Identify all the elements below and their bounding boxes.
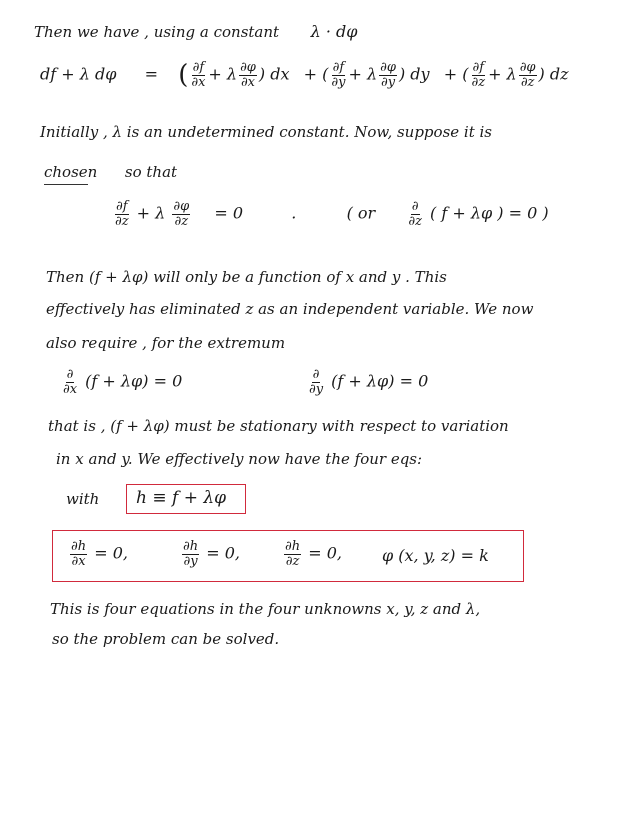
constraint-equation: φ (x, y, z) = k: [382, 546, 489, 565]
frac-dh-dz: $\frac{\partial h}{\partial z}$: [285, 539, 301, 569]
chosen-underline: [44, 184, 88, 185]
eq2-frac-dphidz: $\frac{\partial\varphi}{\partial z}$: [173, 199, 190, 229]
para1-line-a: Initially , λ is an undetermined constant. Now, suppose it is: [40, 123, 492, 141]
eq1-close-dx: ) dx: [258, 64, 290, 84]
eq1-frac-dfdy: $\frac{\partial f}{\partial y}$: [331, 59, 346, 90]
eq1-close-dy: ) dy: [398, 64, 430, 84]
eq2-equals-zero: = 0: [214, 203, 244, 223]
eq1-plus-lambda-y: + λ: [348, 64, 378, 84]
frac-dh-dx: $\frac{\partial h}{\partial x}$: [71, 539, 87, 569]
eq1-frac-dphidz: $\frac{\partial\varphi}{\partial z}$: [519, 59, 536, 90]
para2-line-c: also require , for the extremum: [46, 334, 286, 352]
eq1-frac-dfdz: $\frac{\partial f}{\partial z}$: [471, 59, 486, 90]
eq1-paren-open-x: (: [178, 60, 189, 90]
eq2-frac-d-dz: $\frac{\partial}{\partial z}$: [408, 199, 422, 229]
eq1-plus-open-z: + (: [443, 64, 469, 84]
lambda-dphi-expr: λ · dφ: [310, 22, 358, 41]
para2-line-b: effectively has eliminated z as an independent variable. We now: [46, 300, 534, 318]
so-that-text: so that: [124, 163, 178, 181]
with-label: with: [66, 490, 100, 508]
eq1-lhs: df + λ dφ: [40, 64, 117, 84]
dh-dy-equation: [180, 540, 240, 568]
eq2-plus-lambda: + λ: [136, 203, 166, 223]
eq1-plus-lambda-z: + λ: [488, 64, 517, 84]
dh-dy-rest: = 0,: [206, 543, 240, 563]
eq1-equals: =: [144, 64, 159, 84]
eq2-frac-dfdz: $\frac{\partial f}{\partial z}$: [115, 199, 129, 229]
para1-line-b: [44, 163, 177, 181]
para3-line-b: in x and y. We effectively now have the four eqs:: [56, 450, 423, 468]
eq2-or-open: ( or: [346, 203, 376, 223]
eq3-frac-d-dx: $\frac{\partial}{\partial x}$: [63, 367, 78, 397]
eq1-plus-lambda-x: + λ: [208, 64, 238, 84]
dh-dz-equation: [282, 540, 342, 568]
total-differential-equation: [40, 60, 569, 90]
intro-line: [34, 22, 357, 41]
stationary-y-equation: [306, 368, 428, 396]
dh-dx-equation: [68, 540, 128, 568]
eq3-left-expression: (f + λφ) = 0: [85, 371, 183, 391]
chosen-word: chosen: [44, 163, 98, 181]
eq3-frac-d-dy: $\frac{\partial}{\partial y}$: [309, 367, 324, 397]
dh-dz-rest: = 0,: [308, 543, 342, 563]
h-definition: h ≡ f + λφ: [136, 488, 227, 508]
para4-line-b: so the problem can be solved.: [52, 630, 280, 648]
frac-dh-dy: $\frac{\partial h}{\partial y}$: [183, 539, 199, 569]
eq1-plus-open-y: + (: [303, 64, 329, 84]
eq2-or-expression: ( f + λφ ) = 0 ): [430, 203, 549, 223]
eq3-right-expression: (f + λφ) = 0: [331, 371, 429, 391]
para2-line-a: Then (f + λφ) will only be a function of x and y . This: [46, 268, 447, 286]
para4-line-a: This is four equations in the four unknowns x, y, z and λ,: [50, 600, 481, 618]
eq2-dot: .: [291, 203, 297, 223]
eq1-close-dz: ) dz: [538, 64, 569, 84]
z-condition-equation: [112, 200, 549, 228]
eq1-frac-dphidx: $\frac{\partial\varphi}{\partial x}$: [240, 59, 256, 90]
dh-dx-rest: = 0,: [94, 543, 128, 563]
stationary-x-equation: [60, 368, 182, 396]
intro-text: Then we have , using a constant: [34, 23, 280, 41]
eq1-frac-dphidy: $\frac{\partial\varphi}{\partial y}$: [380, 59, 396, 90]
eq1-frac-dfdx: $\frac{\partial f}{\partial x}$: [191, 59, 206, 90]
para3-line-a: that is , (f + λφ) must be stationary with respect to variation: [48, 417, 509, 435]
